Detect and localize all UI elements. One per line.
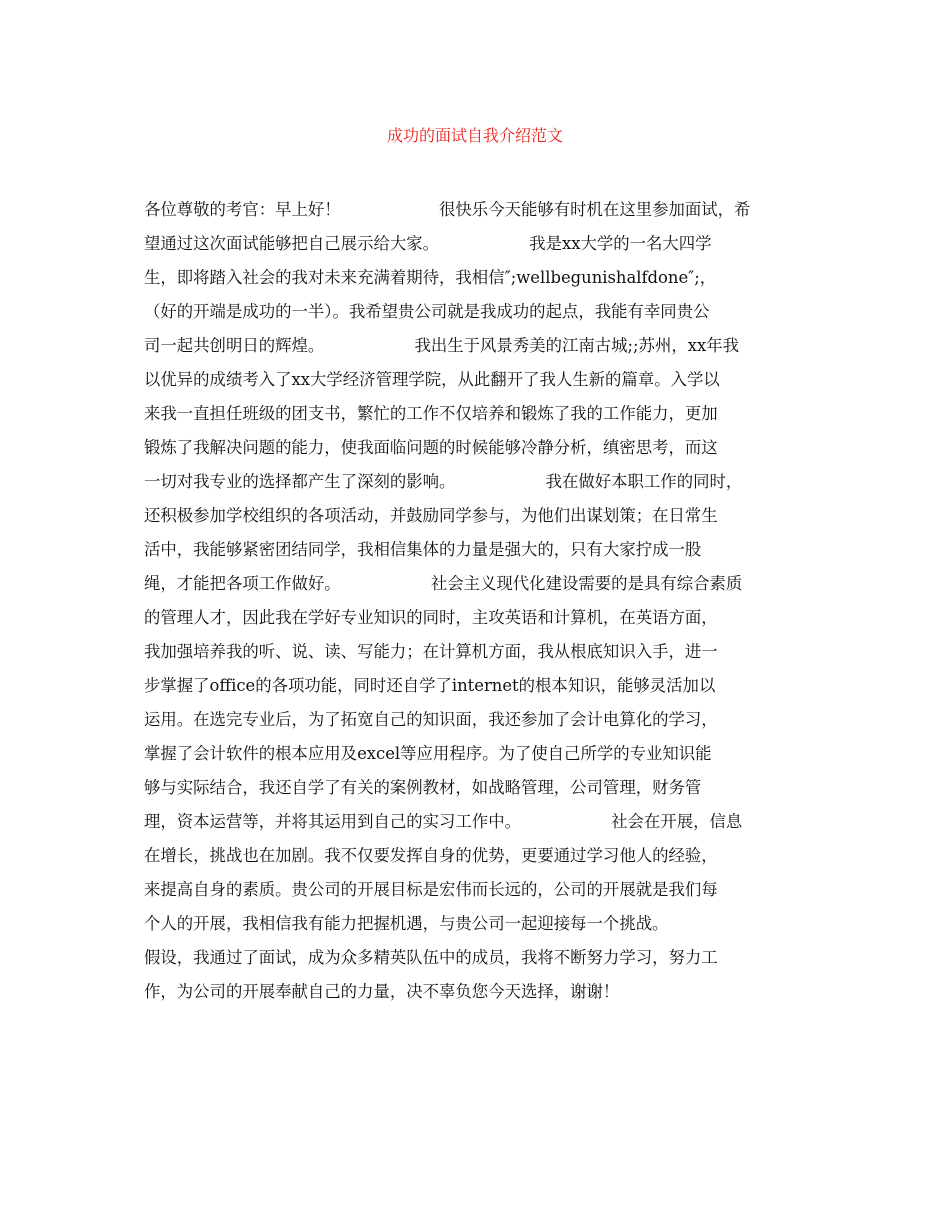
body-line: 来提高自身的素质。贵公司的开展目标是宏伟而长远的，公司的开展就是我们每 xyxy=(144,880,718,899)
body-line: 绳，才能把各项工作做好。 社会主义现代化建设需要的是具有综合素质 xyxy=(144,574,743,593)
body-line: 望通过这次面试能够把自己展示给大家。 我是xx大学的一名大四学 xyxy=(144,234,712,253)
body-line: 作，为公司的开展奉献自己的力量，决不辜负您今天选择，谢谢！ xyxy=(144,982,620,1001)
body-line: 够与实际结合，我还自学了有关的案例教材，如战略管理，公司管理，财务管 xyxy=(144,778,702,797)
body-line: 理，资本运营等，并将其运用到自己的实习工作中。 社会在开展，信息 xyxy=(144,812,743,831)
body-line: 假设，我通过了面试，成为众多精英队伍中的成员，我将不断努力学习，努力工 xyxy=(144,948,718,967)
body-line: 个人的开展，我相信我有能力把握机遇，与贵公司一起迎接每一个挑战。 xyxy=(144,914,669,933)
body-line: 一切对我专业的选择都产生了深刻的影响。 我在做好本职工作的同时， xyxy=(144,472,743,491)
body-line: 我加强培养我的听、说、读、写能力；在计算机方面，我从根底知识入手，进一 xyxy=(144,642,718,661)
body-line: （好的开端是成功的一半）。我希望贵公司就是我成功的起点，我能有幸同贵公 xyxy=(144,302,710,321)
document-body xyxy=(144,193,806,1009)
body-line: 掌握了会计软件的根本应用及excel等应用程序。为了使自己所学的专业知识能 xyxy=(144,744,712,763)
body-line: 锻炼了我解决问题的能力，使我面临问题的时候能够冷静分析，缜密思考，而这 xyxy=(144,438,718,457)
body-line: 活中，我能够紧密团结同学，我相信集体的力量是强大的，只有大家拧成一股 xyxy=(144,540,702,559)
body-line: 来我一直担任班级的团支书，繁忙的工作不仅培养和锻炼了我的工作能力，更加 xyxy=(144,404,718,423)
document-title: 成功的面试自我介绍范文 xyxy=(386,126,563,145)
body-line: 在增长，挑战也在加剧。我不仅要发挥自身的优势，更要通过学习他人的经验， xyxy=(144,846,718,865)
body-line: 步掌握了office的各项功能，同时还自学了internet的根本知识，能够灵活加以 xyxy=(144,676,716,695)
body-line: 生，即将踏入社会的我对未来充满着期待，我相信″;wellbegunishalfdone″;， xyxy=(144,268,717,287)
body-line: 以优异的成绩考入了xx大学经济管理学院，从此翻开了我人生新的篇章。入学以 xyxy=(144,370,720,389)
body-line: 的管理人才，因此我在学好专业知识的同时，主攻英语和计算机，在英语方面， xyxy=(144,608,718,627)
body-line: 运用。在选完专业后，为了拓宽自己的知识面，我还参加了会计电算化的学习， xyxy=(144,710,718,729)
body-line: 各位尊敬的考官：早上好！ 很快乐今天能够有时机在这里参加面试，希 xyxy=(144,200,751,219)
body-line: 司一起共创明日的辉煌。 我出生于风景秀美的江南古城;;苏州，xx年我 xyxy=(144,336,740,355)
body-line: 还积极参加学校组织的各项活动，并鼓励同学参与，为他们出谋划策；在日常生 xyxy=(144,506,718,525)
